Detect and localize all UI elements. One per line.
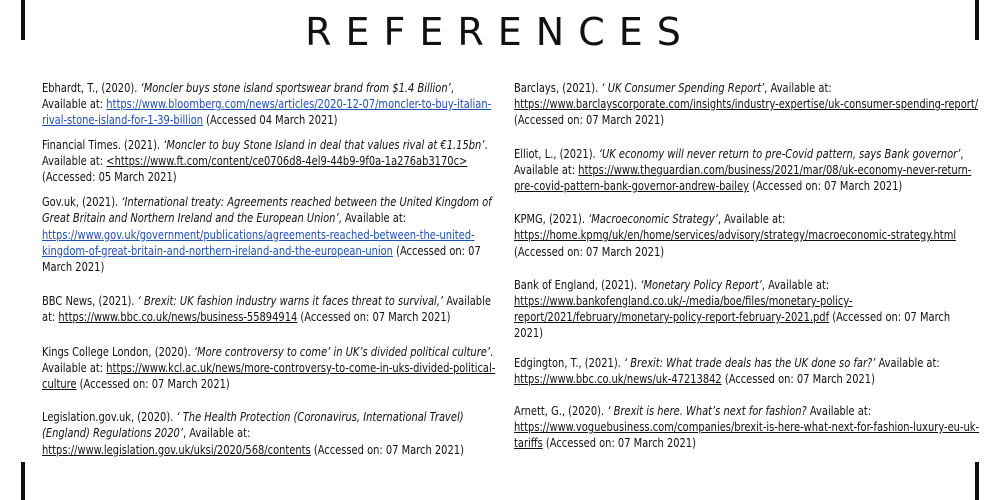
ref-author: Financial Times. (2021). [42, 136, 164, 152]
ref-author: Kings College London, (2020). [42, 343, 194, 359]
ref-link[interactable]: https://www.gov.uk/government/publications/agreements-reached-between-the-united-kingdom-of-great-britain-and-northern-ireland-and-the-european-union [42, 226, 475, 258]
ref-title: ‘Monetary Policy Report’ [640, 276, 762, 292]
ref-accessed: (Accessed on: 07 March 2021) [514, 112, 665, 128]
ref-title: ‘Macroeconomic Strategy’ [588, 211, 718, 227]
ref-link[interactable]: https://www.bbc.co.uk/news/uk-47213842 [514, 370, 722, 386]
ref-title: ‘Moncler to buy Stone Island in deal that values rival at €1.15bn’ [163, 136, 485, 152]
reference-entry [42, 409, 498, 458]
ref-link[interactable]: https://www.barclayscorporate.com/insights/industry-expertise/uk-consumer-spending-report/ [514, 96, 979, 112]
ref-available: Available at: [875, 354, 940, 370]
ref-accessed: (Accessed on: 07 March 2021) [542, 435, 696, 451]
ref-available: , Available at: [182, 425, 251, 441]
ref-link[interactable]: https://www.bankofengland.co.uk/-/media/boe/files/monetary-policy-report/2021/february/monetary-policy-report-february-2021.pdf [514, 293, 853, 325]
ref-accessed: (Accessed on: 07 March 2021) [748, 178, 903, 194]
ref-available: , Available at: [717, 211, 786, 227]
ref-accessed: (Accessed: 05 March 2021) [42, 169, 177, 185]
ref-title: ‘International treaty: Agreements reached between the United Kingdom of Great Britain and Northern Ireland and the European Union’ [42, 194, 492, 226]
ref-link[interactable]: https://www.voguebusiness.com/companies/brexit-is-here-what-next-for-fashion-luxury-eu-uk-tariffs [514, 419, 980, 451]
ref-author: Ebhardt, T., (2020). [42, 80, 141, 95]
ref-author: Bank of England, (2021). [514, 276, 641, 292]
ref-author: Barclays, (2021). [514, 80, 602, 95]
ref-accessed: (Accessed on: 07 March 2021) [514, 243, 665, 259]
ref-author: BBC News, (2021). [42, 293, 138, 309]
reference-entry [42, 137, 498, 186]
reference-entry [514, 355, 981, 387]
ref-link[interactable]: https://www.bbc.co.uk/news/business-55894914 [58, 309, 298, 325]
ref-available: Available at: [42, 293, 491, 325]
ref-link[interactable]: https://www.bloomberg.com/news/articles/2020-12-07/moncler-to-buy-italian-rival-stone-island-for-1-39-billion [42, 96, 492, 128]
ref-available: Available at: [806, 403, 872, 419]
ref-available: . Available at: [42, 136, 488, 168]
ref-link[interactable]: https://www.legislation.gov.uk/uksi/2020/568/contents [42, 441, 311, 457]
corner-bar-bottom-right [975, 462, 979, 500]
ref-author: Arnett, G., (2020). [514, 403, 608, 419]
ref-title: ‘ Brexit is here. What’s next for fashion? [607, 403, 807, 419]
reference-entry [514, 277, 981, 342]
ref-accessed: (Accessed on: 07 March 2021) [42, 242, 481, 275]
ref-link[interactable]: https://www.theguardian.com/business/2021/mar/08/uk-economy-never-return-pre-covid-pattern-bank-governor-andrew-bailey [514, 161, 972, 194]
ref-available: . Available at: [42, 343, 494, 375]
ref-available: , Available at: [42, 80, 454, 112]
ref-title: ‘ The Health Protection (Coronavirus, International Travel) (England) Regulations 2020’ [42, 409, 464, 441]
ref-accessed: (Accessed on: 07 March 2021) [76, 376, 230, 392]
reference-entry [514, 403, 981, 452]
ref-title: ‘Moncler buys stone island sportswear brand from $1.4 Billion’ [140, 80, 451, 95]
ref-accessed: (Accessed on: 07 March 2021) [721, 370, 875, 386]
ref-available: , Available at: [764, 80, 832, 95]
reference-entry [514, 211, 981, 260]
ref-title: ‘More controversy to come’ in UK’s divided political culture’ [193, 343, 491, 359]
ref-available: , Available at: [338, 210, 407, 226]
ref-link[interactable]: <https://www.ft.com/content/ce0706d8-4el9-44b9-9f0a-1a276ab3170c> [106, 152, 468, 168]
reference-entry [42, 344, 498, 393]
ref-title: ‘ Brexit: What trade deals has the UK done so far?’ [623, 354, 876, 370]
page-title: REFERENCES [305, 10, 695, 54]
ref-accessed: (Accessed on: 07 March 2021) [310, 441, 464, 457]
ref-title: ‘ UK Consumer Spending Report’ [601, 80, 765, 95]
ref-accessed: (Accessed on: 07 March 2021) [297, 309, 451, 325]
ref-title: ‘ Brexit: UK fashion industry warns it faces threat to survival,’ [137, 293, 444, 309]
references-right-column [514, 80, 980, 452]
ref-author: KPMG, (2021). [514, 211, 589, 227]
ref-accessed: (Accessed on: 07 March 2021) [514, 309, 951, 341]
ref-available: , Available at: [761, 276, 830, 292]
ref-link[interactable]: https://home.kpmg/uk/en/home/services/advisory/strategy/macroeconomic-strategy.html [514, 227, 957, 243]
reference-entry [514, 146, 981, 195]
ref-link[interactable]: https://www.kcl.ac.uk/news/more-controversy-to-come-in-uks-divided-political-culture [42, 359, 496, 392]
ref-author: Edgington, T., (2021). [514, 354, 624, 370]
reference-entry [42, 80, 498, 129]
reference-entry [514, 80, 981, 129]
corner-bar-bottom-left [21, 462, 25, 500]
ref-author: Gov.uk, (2021). [42, 194, 122, 210]
ref-accessed: (Accessed 04 March 2021) [203, 112, 338, 128]
ref-title: ‘UK economy will never return to pre-Covid pattern, says Bank governor’ [598, 145, 961, 161]
references-left-column [42, 80, 497, 458]
ref-available: , Available at: [514, 145, 964, 177]
ref-author: Legislation.gov.uk, (2020). [42, 409, 177, 425]
ref-author: Elliot, L., (2021). [514, 145, 599, 161]
reference-entry [42, 293, 498, 325]
reference-entry [42, 194, 498, 275]
